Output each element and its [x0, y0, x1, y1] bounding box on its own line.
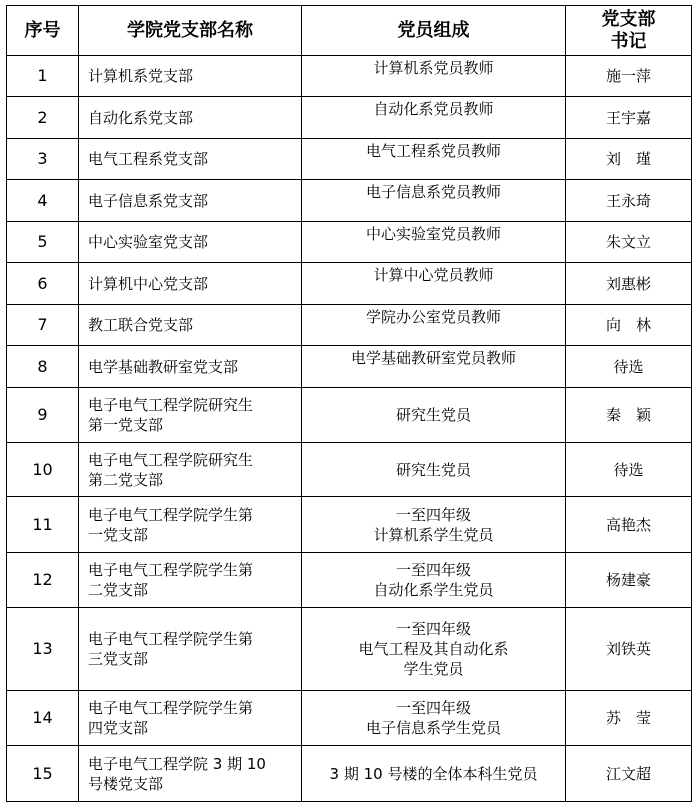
row-number: 14 — [7, 691, 79, 746]
branch-name-line: 电子电气工程学院学生第 — [88, 699, 254, 717]
branch-name-line: 三党支部 — [88, 650, 149, 668]
composition-line: 学院办公室党员教师 — [365, 308, 501, 326]
party-branch-table — [6, 5, 692, 802]
composition-line: 自动化系党员教师 — [373, 100, 494, 118]
composition-line: 一至四年级 — [395, 620, 471, 638]
branch-name-line: 电气工程系党支部 — [88, 150, 209, 168]
secretary-cell: 待选 — [566, 443, 692, 497]
composition-cell — [302, 305, 566, 346]
secretary-cell: 刘惠彬 — [566, 263, 692, 305]
row-number: 10 — [7, 443, 79, 497]
branch-name-cell — [79, 222, 302, 263]
table-row — [7, 305, 692, 346]
branch-name-cell — [79, 305, 302, 346]
composition-line: 一至四年级 — [395, 561, 471, 579]
branch-name-line: 电子电气工程学院 3 期 10 — [88, 754, 266, 773]
branch-name-line: 电子电气工程学院学生第 — [88, 505, 254, 524]
branch-name-line: 中心实验室党支部 — [88, 233, 209, 251]
secretary-cell: 刘 瑾 — [566, 139, 692, 180]
branch-name-cell — [79, 263, 302, 305]
branch-name-line: 电子电气工程学院研究生 — [88, 450, 254, 469]
secretary-cell: 苏 莹 — [566, 691, 692, 746]
header-secretary-line1: 党支部 — [601, 8, 656, 30]
composition-line: 一至四年级 — [395, 699, 471, 717]
branch-name-line: 电子电气工程学院学生第 — [88, 630, 254, 648]
branch-name-cell — [79, 746, 302, 802]
table-row — [7, 139, 692, 180]
table-row — [7, 222, 692, 263]
branch-name-cell — [79, 497, 302, 553]
composition-cell — [302, 139, 566, 180]
row-number: 6 — [7, 263, 79, 305]
composition-cell — [302, 497, 566, 553]
branch-name-line: 二党支部 — [88, 581, 149, 599]
composition-cell — [302, 97, 566, 139]
row-number: 13 — [7, 608, 79, 691]
header-row — [7, 6, 692, 56]
composition-line: 电子信息系学生党员 — [365, 719, 501, 737]
header-composition: 党员组成 — [302, 6, 566, 56]
row-number: 4 — [7, 180, 79, 222]
branch-name-line: 四党支部 — [88, 719, 149, 737]
row-number: 2 — [7, 97, 79, 139]
branch-name-line: 电子信息系党支部 — [88, 191, 209, 210]
secretary-cell: 朱文立 — [566, 222, 692, 263]
composition-cell — [302, 56, 566, 97]
branch-name-line: 电学基础教研室党支部 — [88, 357, 239, 376]
table-row — [7, 263, 692, 305]
table-row — [7, 97, 692, 139]
composition-line: 电气工程及其自动化系 — [358, 640, 509, 658]
composition-line: 电子信息系党员教师 — [365, 183, 501, 201]
table-row — [7, 56, 692, 97]
branch-name-line: 计算机中心党支部 — [88, 274, 209, 293]
branch-name-line: 电子电气工程学院学生第 — [88, 561, 254, 579]
branch-name-cell — [79, 443, 302, 497]
branch-name-line: 一党支部 — [88, 525, 149, 544]
secretary-cell: 江文超 — [566, 746, 692, 802]
table-row — [7, 388, 692, 443]
table-row — [7, 443, 692, 497]
table-row — [7, 691, 692, 746]
branch-name-line: 第二党支部 — [88, 470, 164, 489]
branch-name-cell — [79, 553, 302, 608]
table-row — [7, 497, 692, 553]
branch-name-line: 号楼党支部 — [88, 774, 164, 793]
composition-line: 计算机系党员教师 — [373, 59, 494, 77]
row-number: 11 — [7, 497, 79, 553]
secretary-cell: 高艳杰 — [566, 497, 692, 553]
secretary-cell: 王永琦 — [566, 180, 692, 222]
composition-line: 研究生党员 — [395, 460, 471, 479]
composition-cell — [302, 388, 566, 443]
row-number: 8 — [7, 346, 79, 388]
branch-name-cell — [79, 97, 302, 139]
header-secretary-line2: 书记 — [610, 30, 647, 52]
row-number: 9 — [7, 388, 79, 443]
composition-line: 3 期 10 号楼的全体本科生党员 — [329, 764, 538, 783]
composition-cell — [302, 180, 566, 222]
row-number: 15 — [7, 746, 79, 802]
composition-cell — [302, 443, 566, 497]
composition-cell — [302, 222, 566, 263]
composition-cell — [302, 553, 566, 608]
composition-line: 电学基础教研室党员教师 — [350, 349, 516, 367]
branch-name-cell — [79, 346, 302, 388]
row-number: 12 — [7, 553, 79, 608]
table-row — [7, 553, 692, 608]
secretary-cell: 刘铁英 — [566, 608, 692, 691]
secretary-cell: 施一萍 — [566, 56, 692, 97]
table-row — [7, 608, 692, 691]
composition-line: 研究生党员 — [395, 406, 471, 424]
branch-name-cell — [79, 608, 302, 691]
branch-name-line: 电子电气工程学院研究生 — [88, 396, 254, 414]
composition-cell — [302, 263, 566, 305]
composition-cell — [302, 346, 566, 388]
branch-name-cell — [79, 180, 302, 222]
branch-name-cell — [79, 139, 302, 180]
branch-name-cell — [79, 691, 302, 746]
row-number: 1 — [7, 56, 79, 97]
composition-cell — [302, 608, 566, 691]
secretary-cell: 秦 颖 — [566, 388, 692, 443]
row-number: 3 — [7, 139, 79, 180]
composition-line: 计算机系学生党员 — [373, 525, 494, 544]
branch-name-line: 计算机系党支部 — [88, 67, 194, 85]
secretary-cell: 王宇嘉 — [566, 97, 692, 139]
header-branch-name: 学院党支部名称 — [79, 6, 302, 56]
table-row — [7, 746, 692, 802]
table-row — [7, 346, 692, 388]
secretary-cell: 杨建豪 — [566, 553, 692, 608]
composition-line: 一至四年级 — [395, 505, 471, 524]
branch-name-line: 第一党支部 — [88, 416, 164, 434]
branch-name-line: 自动化系党支部 — [88, 108, 194, 127]
row-number: 5 — [7, 222, 79, 263]
table-row — [7, 180, 692, 222]
composition-line: 自动化系学生党员 — [373, 581, 494, 599]
composition-line: 计算中心党员教师 — [373, 266, 494, 284]
composition-cell — [302, 746, 566, 802]
branch-name-cell — [79, 56, 302, 97]
composition-line: 中心实验室党员教师 — [365, 225, 501, 243]
branch-name-cell — [79, 388, 302, 443]
secretary-cell: 待选 — [566, 346, 692, 388]
composition-cell — [302, 691, 566, 746]
composition-line: 学生党员 — [403, 660, 464, 678]
header-num: 序号 — [7, 6, 79, 56]
composition-line: 电气工程系党员教师 — [365, 142, 501, 160]
secretary-cell: 向 林 — [566, 305, 692, 346]
branch-name-line: 教工联合党支部 — [88, 316, 194, 334]
row-number: 7 — [7, 305, 79, 346]
header-secretary — [566, 6, 692, 56]
